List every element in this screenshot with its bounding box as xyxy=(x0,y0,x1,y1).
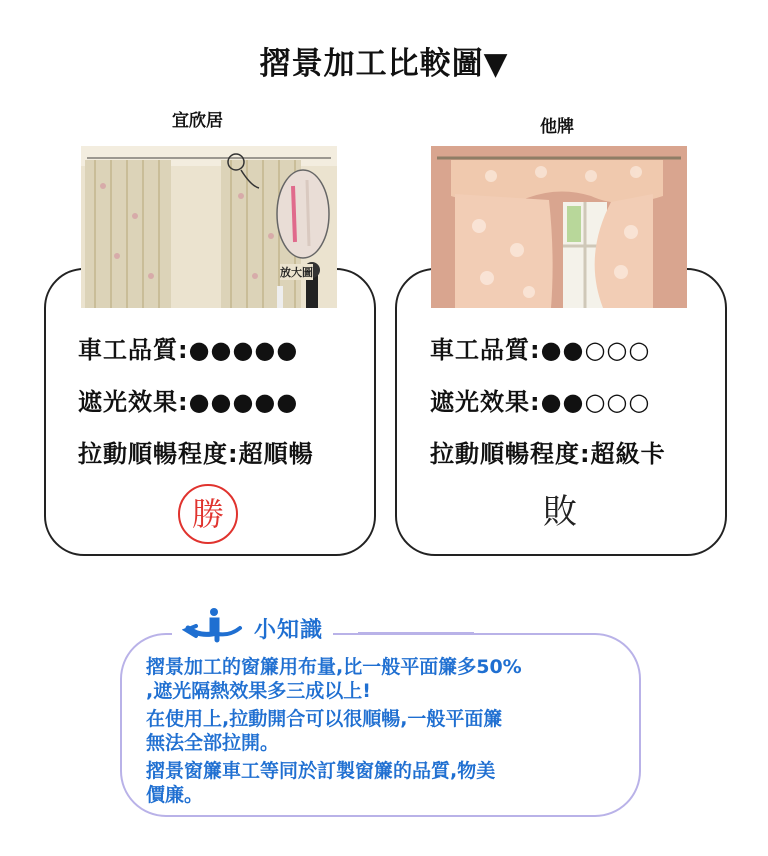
tip-line-6: 價廉。 xyxy=(146,784,204,806)
tip-line-3: 在使用上,拉動開合可以很順暢,一般平面簾 xyxy=(146,708,503,730)
right-row-quality: 車工品質:●●○○○ xyxy=(430,336,651,364)
tip-title: 小知識 xyxy=(254,617,324,643)
tip-line-4: 無法全部拉開。 xyxy=(146,732,280,754)
lose-stamp: 敗 xyxy=(543,492,577,532)
left-curtain-photo xyxy=(81,146,337,308)
left-row-smoothness: 拉動順暢程度:超順暢 xyxy=(78,440,314,468)
photo-zoom-label: 放大圖 xyxy=(280,266,313,279)
brand-right: 他牌 xyxy=(540,117,574,137)
left-row-blackout: 遮光效果:●●●●● xyxy=(78,388,299,416)
tip-line-5: 摺景窗簾車工等同於訂製窗簾的品質,物美 xyxy=(146,760,496,782)
page-title: 摺景加工比較圖▼ xyxy=(259,46,509,82)
left-row-quality: 車工品質:●●●●● xyxy=(78,336,299,364)
tip-line-2: ,遮光隔熱效果多三成以上! xyxy=(146,680,371,702)
win-stamp: 勝 xyxy=(178,484,238,544)
tip-title-rule xyxy=(358,632,474,634)
right-row-smoothness: 拉動順暢程度:超級卡 xyxy=(430,440,666,468)
tip-header xyxy=(172,606,333,650)
brand-left: 宜欣居 xyxy=(172,111,223,131)
info-icon xyxy=(182,606,246,650)
right-curtain-photo xyxy=(431,146,687,308)
right-row-blackout: 遮光效果:●●○○○ xyxy=(430,388,651,416)
tip-line-1: 摺景加工的窗簾用布量,比一般平面簾多50% xyxy=(146,656,522,678)
